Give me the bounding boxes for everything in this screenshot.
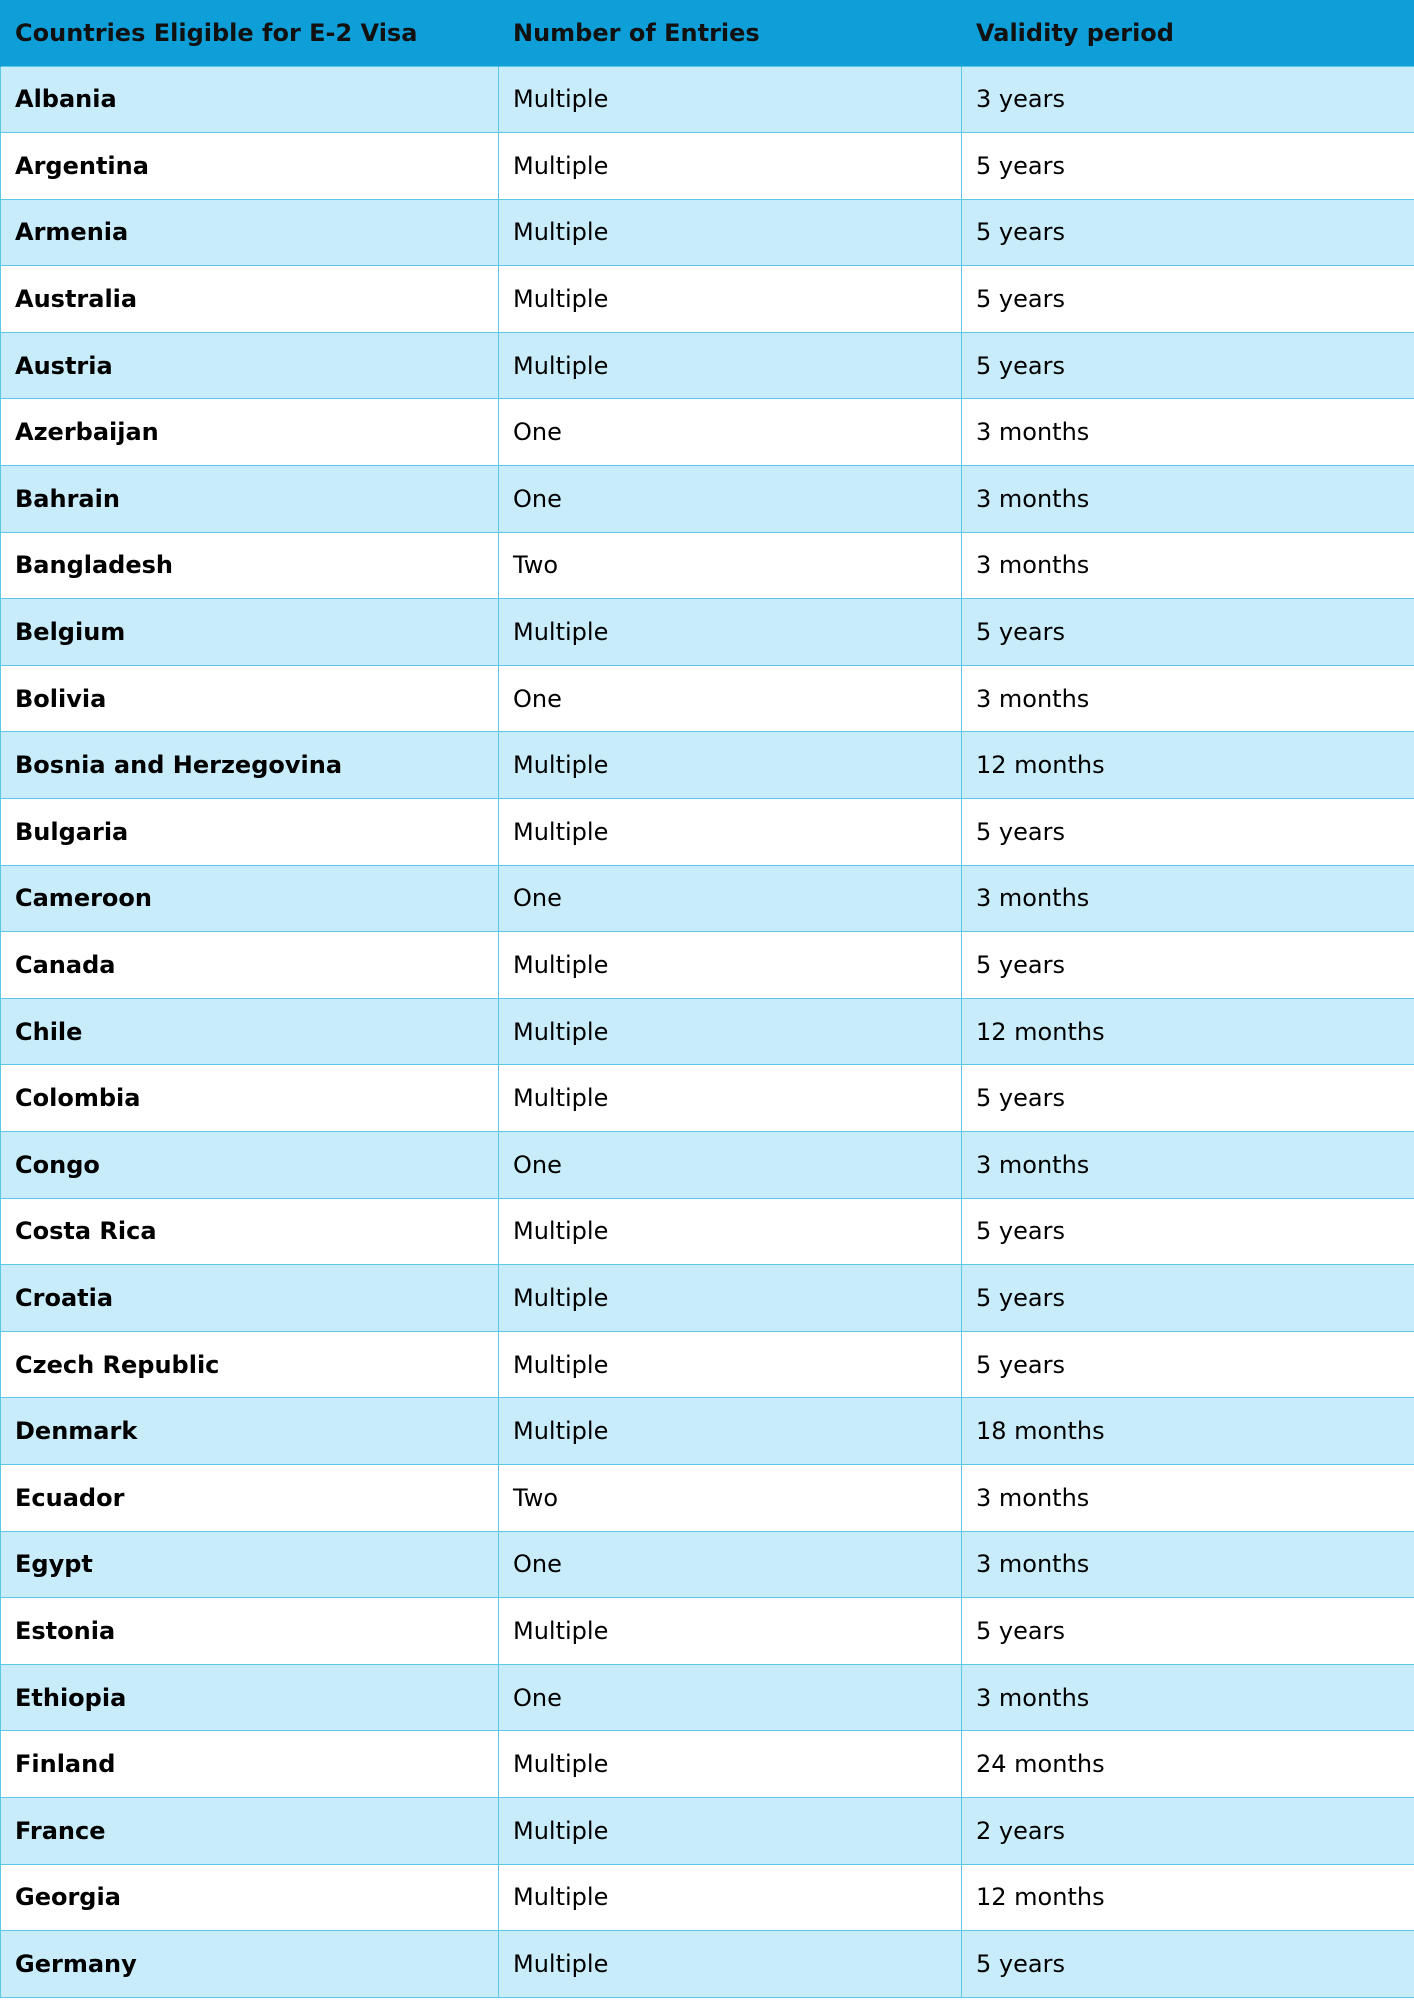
country-cell: Bulgaria (1, 799, 499, 866)
country-cell: Georgia (1, 1864, 499, 1931)
validity-cell: 5 years (962, 133, 1414, 200)
entries-cell: One (499, 1664, 962, 1731)
table-row (1, 266, 1414, 333)
country-cell: Azerbaijan (1, 399, 499, 466)
entries-cell: One (499, 665, 962, 732)
table-row (1, 732, 1414, 799)
country-cell: Bahrain (1, 466, 499, 533)
validity-cell: 3 months (962, 466, 1414, 533)
entries-cell: Multiple (499, 66, 962, 133)
country-cell: Finland (1, 1731, 499, 1798)
entries-cell: Multiple (499, 1598, 962, 1665)
table-row (1, 1598, 1414, 1665)
validity-cell: 18 months (962, 1398, 1414, 1465)
validity-cell: 24 months (962, 1731, 1414, 1798)
header-countries: Countries Eligible for E-2 Visa (1, 0, 499, 66)
entries-cell: One (499, 1132, 962, 1199)
table-row (1, 199, 1414, 266)
country-cell: Belgium (1, 599, 499, 666)
country-cell: Colombia (1, 1065, 499, 1132)
validity-cell: 3 months (962, 1531, 1414, 1598)
validity-cell: 12 months (962, 998, 1414, 1065)
country-cell: Albania (1, 66, 499, 133)
header-row (1, 0, 1414, 66)
table-row (1, 1464, 1414, 1531)
validity-cell: 3 years (962, 66, 1414, 133)
country-cell: Bangladesh (1, 532, 499, 599)
country-cell: Estonia (1, 1598, 499, 1665)
country-cell: Canada (1, 932, 499, 999)
entries-cell: One (499, 466, 962, 533)
validity-cell: 3 months (962, 399, 1414, 466)
table-row (1, 599, 1414, 666)
table-row (1, 865, 1414, 932)
table-row (1, 1331, 1414, 1398)
country-cell: Armenia (1, 199, 499, 266)
table-row (1, 1797, 1414, 1864)
table-row (1, 1531, 1414, 1598)
entries-cell: Two (499, 1464, 962, 1531)
table-row (1, 1931, 1414, 1998)
validity-cell: 3 months (962, 1132, 1414, 1199)
table-body (1, 66, 1414, 1997)
validity-cell: 3 months (962, 665, 1414, 732)
country-cell: Bolivia (1, 665, 499, 732)
validity-cell: 5 years (962, 332, 1414, 399)
entries-cell: Multiple (499, 998, 962, 1065)
country-cell: Argentina (1, 133, 499, 200)
entries-cell: One (499, 865, 962, 932)
entries-cell: Multiple (499, 266, 962, 333)
entries-cell: Multiple (499, 1864, 962, 1931)
table-row (1, 1664, 1414, 1731)
entries-cell: Multiple (499, 732, 962, 799)
entries-cell: Multiple (499, 332, 962, 399)
country-cell: Costa Rica (1, 1198, 499, 1265)
country-cell: Croatia (1, 1265, 499, 1332)
entries-cell: Multiple (499, 1265, 962, 1332)
entries-cell: Multiple (499, 1331, 962, 1398)
entries-cell: Multiple (499, 799, 962, 866)
validity-cell: 5 years (962, 1065, 1414, 1132)
validity-cell: 5 years (962, 1931, 1414, 1998)
validity-cell: 5 years (962, 599, 1414, 666)
country-cell: Egypt (1, 1531, 499, 1598)
validity-cell: 5 years (962, 266, 1414, 333)
table-row (1, 399, 1414, 466)
validity-cell: 3 months (962, 1464, 1414, 1531)
country-cell: Ecuador (1, 1464, 499, 1531)
table-row (1, 332, 1414, 399)
table-row (1, 532, 1414, 599)
validity-cell: 5 years (962, 1265, 1414, 1332)
table-header (1, 0, 1414, 66)
entries-cell: One (499, 1531, 962, 1598)
entries-cell: One (499, 399, 962, 466)
entries-cell: Multiple (499, 1931, 962, 1998)
entries-cell: Multiple (499, 1797, 962, 1864)
country-cell: Australia (1, 266, 499, 333)
table-row (1, 1132, 1414, 1199)
table-row (1, 1731, 1414, 1798)
table-row (1, 932, 1414, 999)
entries-cell: Multiple (499, 1198, 962, 1265)
validity-cell: 5 years (962, 1331, 1414, 1398)
country-cell: France (1, 1797, 499, 1864)
entries-cell: Multiple (499, 133, 962, 200)
table-row (1, 1065, 1414, 1132)
table-row (1, 66, 1414, 133)
validity-cell: 12 months (962, 1864, 1414, 1931)
entries-cell: Multiple (499, 599, 962, 666)
table-row (1, 1265, 1414, 1332)
country-cell: Ethiopia (1, 1664, 499, 1731)
entries-cell: Multiple (499, 932, 962, 999)
country-cell: Cameroon (1, 865, 499, 932)
validity-cell: 3 months (962, 865, 1414, 932)
table-row (1, 1198, 1414, 1265)
country-cell: Chile (1, 998, 499, 1065)
header-entries: Number of Entries (499, 0, 962, 66)
validity-cell: 5 years (962, 1198, 1414, 1265)
validity-cell: 3 months (962, 1664, 1414, 1731)
validity-cell: 5 years (962, 199, 1414, 266)
header-validity: Validity period (962, 0, 1414, 66)
country-cell: Denmark (1, 1398, 499, 1465)
country-cell: Czech Republic (1, 1331, 499, 1398)
table-row (1, 799, 1414, 866)
entries-cell: Multiple (499, 1398, 962, 1465)
validity-cell: 3 months (962, 532, 1414, 599)
table-row (1, 1864, 1414, 1931)
table-row (1, 1398, 1414, 1465)
table-row (1, 998, 1414, 1065)
validity-cell: 2 years (962, 1797, 1414, 1864)
validity-cell: 5 years (962, 1598, 1414, 1665)
entries-cell: Multiple (499, 199, 962, 266)
country-cell: Bosnia and Herzegovina (1, 732, 499, 799)
validity-cell: 12 months (962, 732, 1414, 799)
entries-cell: Multiple (499, 1731, 962, 1798)
validity-cell: 5 years (962, 799, 1414, 866)
table-row (1, 466, 1414, 533)
table-row (1, 133, 1414, 200)
entries-cell: Multiple (499, 1065, 962, 1132)
country-cell: Congo (1, 1132, 499, 1199)
country-cell: Germany (1, 1931, 499, 1998)
country-cell: Austria (1, 332, 499, 399)
entries-cell: Two (499, 532, 962, 599)
table-row (1, 665, 1414, 732)
validity-cell: 5 years (962, 932, 1414, 999)
